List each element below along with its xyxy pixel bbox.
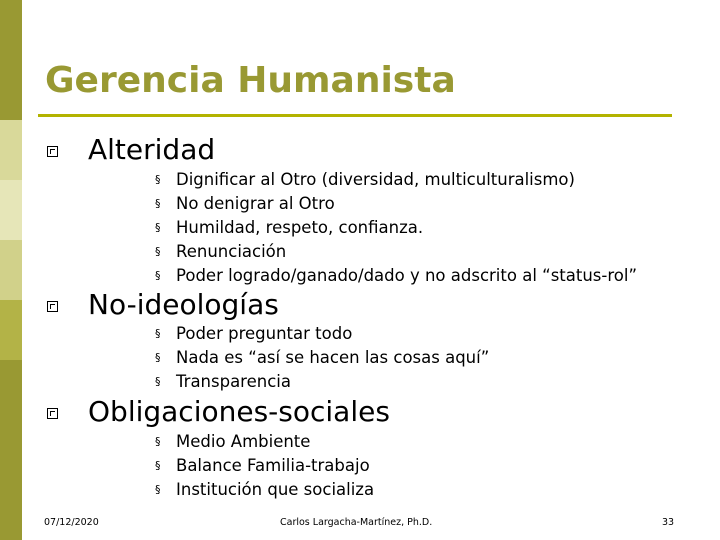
list-item: § Institución que socializa: [155, 478, 374, 502]
section-sign-bullet-icon: §: [155, 351, 161, 364]
section-heading-no-ideologias: No-ideologías: [88, 288, 279, 321]
section-sign-bullet-icon: §: [155, 197, 161, 210]
list-item: § Poder logrado/ganado/dado y no adscrito al “status-rol”: [155, 264, 637, 288]
list-item: § No denigrar al Otro: [155, 192, 637, 216]
list-item: § Renunciación: [155, 240, 637, 264]
section-sign-bullet-icon: §: [155, 435, 161, 448]
section-sign-bullet-icon: §: [155, 269, 161, 282]
square-bullet-icon: [47, 408, 58, 419]
list-item: § Nada es “así se hacen las cosas aquí”: [155, 346, 489, 370]
sidebar-block: [0, 120, 22, 180]
list-item: § Poder preguntar todo: [155, 322, 489, 346]
section-sign-bullet-icon: §: [155, 173, 161, 186]
sidebar-decoration: [0, 0, 22, 540]
section-sign-bullet-icon: §: [155, 221, 161, 234]
section-sign-bullet-icon: §: [155, 375, 161, 388]
section-heading-obligaciones-sociales: Obligaciones-sociales: [88, 395, 390, 428]
list-item: § Humildad, respeto, confianza.: [155, 216, 637, 240]
sidebar-block: [0, 360, 22, 540]
list-item: § Dignificar al Otro (diversidad, multiculturalismo): [155, 168, 637, 192]
section-heading-alteridad: Alteridad: [88, 133, 216, 166]
sidebar-block: [0, 0, 22, 120]
section-list-obligaciones-sociales: [155, 430, 374, 502]
list-item: § Balance Familia-trabajo: [155, 454, 374, 478]
footer-date: 07/12/2020: [44, 517, 99, 528]
sidebar-block: [0, 240, 22, 300]
sidebar-block: [0, 300, 22, 360]
title-underline: [38, 114, 672, 117]
section-sign-bullet-icon: §: [155, 245, 161, 258]
footer-author: Carlos Largacha-Martínez, Ph.D.: [280, 517, 433, 528]
section-sign-bullet-icon: §: [155, 483, 161, 496]
slide-title: Gerencia Humanista: [45, 60, 456, 101]
section-list-no-ideologias: [155, 322, 489, 394]
footer-page-number: 33: [662, 517, 675, 528]
square-bullet-icon: [47, 146, 58, 157]
section-sign-bullet-icon: §: [155, 327, 161, 340]
square-bullet-icon: [47, 301, 58, 312]
list-item: § Medio Ambiente: [155, 430, 374, 454]
section-list-alteridad: [155, 168, 637, 288]
list-item: § Transparencia: [155, 370, 489, 394]
sidebar-block: [0, 180, 22, 240]
section-sign-bullet-icon: §: [155, 459, 161, 472]
